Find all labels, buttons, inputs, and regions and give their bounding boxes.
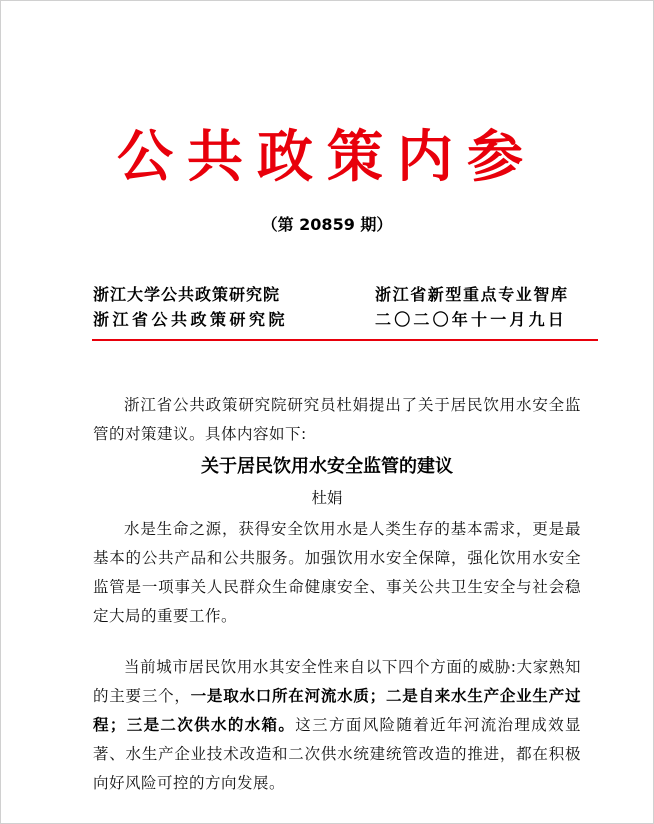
red-divider <box>92 339 598 341</box>
paragraph-1: 水是生命之源，获得安全饮用水是人类生存的基本需求，更是最基本的公共产品和公共服务。加强饮用水安全保障，强化饮用水安全监管是一项事关人民群众生命健康安全、事关公共卫生安全与社会稳定大局的重要工作。 <box>93 520 581 625</box>
publisher-line-2: 浙江省公共政策研究院 <box>93 310 289 329</box>
think-tank-label: 浙江省新型重点专业智库 <box>375 285 569 304</box>
article-title: 关于居民饮用水安全监管的建议 <box>201 456 453 477</box>
article-author: 杜娟 <box>311 489 343 507</box>
paragraph-2-tail: 这三方面风险随着近年河流治理成效显著、水生产企业技术改造和二次供水统建统管改造的推进，都在积极向好风险可控的方向发展。 <box>93 716 581 792</box>
publisher-line-1: 浙江大学公共政策研究院 <box>93 285 281 304</box>
masthead-title: 公共政策内参 <box>117 124 537 190</box>
paragraph-2 <box>93 653 581 798</box>
paragraph-2-lead: 当前城市居民饮用水其安全性来自以下四个方面的威胁:大家熟知的主要三个， <box>93 658 581 705</box>
paragraph-2-bold: 一是取水口所在河流水质；二是自来水生产企业生产过程；三是二次供水的水箱。 <box>93 687 581 734</box>
intro-paragraph: 浙江省公共政策研究院研究员杜娟提出了关于居民饮用水安全监管的对策建议。具体内容如下: <box>93 396 581 443</box>
issue-number: （第 20859 期） <box>261 215 393 234</box>
publication-date: 二〇二〇年十一月九日 <box>375 310 568 329</box>
